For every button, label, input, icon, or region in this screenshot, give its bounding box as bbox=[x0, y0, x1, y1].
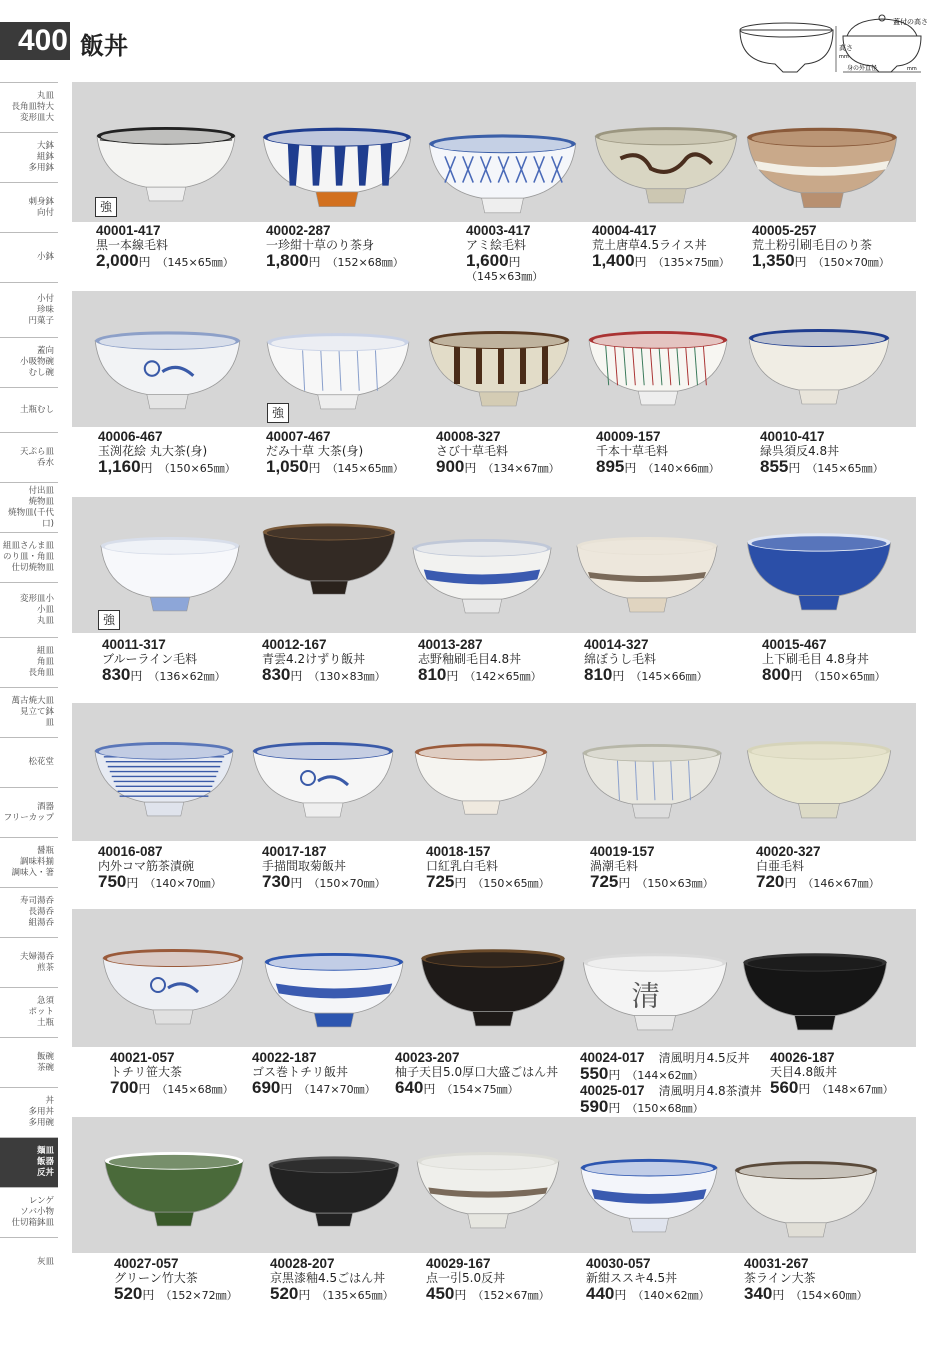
product-price: 1,800 bbox=[266, 251, 309, 270]
product-name: 京黒漆釉4.5ごはん丼 bbox=[270, 1271, 386, 1285]
yen-label: 円 bbox=[464, 461, 477, 475]
yen-label: 円 bbox=[624, 461, 637, 475]
diagram-lid-height-label: 蓋付の高さ bbox=[893, 18, 928, 26]
product-item[interactable] bbox=[110, 1051, 234, 1099]
strength-badge-1: 強 bbox=[95, 197, 117, 217]
yen-label: 円 bbox=[290, 876, 303, 890]
product-photo-4 bbox=[590, 118, 742, 206]
product-name: だみ十草 大茶(身) bbox=[266, 444, 364, 458]
product-code: 40018-157 bbox=[426, 844, 491, 859]
product-photo-6 bbox=[90, 322, 245, 412]
product-price: 725 bbox=[590, 872, 619, 891]
yen-label: 円 bbox=[126, 876, 139, 890]
yen-label: 円 bbox=[508, 255, 521, 269]
product-dimensions: （150×70㎜） bbox=[812, 256, 890, 269]
product-code: 40003-417 bbox=[466, 223, 531, 238]
product-photo-2 bbox=[258, 118, 416, 210]
yen-label: 円 bbox=[618, 876, 631, 890]
product-price: 855 bbox=[760, 457, 789, 476]
product-name: 荒土粉引刷毛目のり茶 bbox=[752, 238, 873, 252]
product-code: 40001-417 bbox=[96, 223, 161, 238]
product-price: 1,350 bbox=[752, 251, 795, 270]
product-name: ゴス巻トチリ飯丼 bbox=[252, 1065, 349, 1079]
product-item[interactable] bbox=[266, 224, 404, 272]
category-sidebar bbox=[0, 82, 58, 1312]
yen-label: 円 bbox=[790, 669, 803, 683]
product-dimensions: （136×62㎜） bbox=[148, 670, 226, 683]
product-price: 520 bbox=[114, 1284, 143, 1303]
product-dimensions: （148×67㎜） bbox=[816, 1083, 894, 1096]
product-code: 40009-157 bbox=[596, 429, 661, 444]
product-code: 40027-057 bbox=[114, 1256, 179, 1271]
product-item[interactable] bbox=[762, 638, 886, 686]
product-item[interactable] bbox=[114, 1257, 238, 1305]
product-code: 40008-327 bbox=[436, 429, 501, 444]
product-code: 40024-017 bbox=[580, 1050, 645, 1065]
sidebar-category-17[interactable]: 寿司湯呑 長湯呑 組湯呑 bbox=[0, 887, 58, 937]
product-code: 40019-157 bbox=[590, 844, 655, 859]
product-name: 綿ぼうし毛料 bbox=[584, 652, 657, 666]
product-price: 1,600 bbox=[466, 251, 509, 270]
sidebar-category-19[interactable]: 急須 ポット 土瓶 bbox=[0, 987, 58, 1037]
product-dimensions: （150×63㎜） bbox=[636, 877, 714, 890]
product-name: 上下刷毛目 4.8身丼 bbox=[762, 652, 869, 666]
product-code: 40012-167 bbox=[262, 637, 327, 652]
yen-label: 円 bbox=[138, 1082, 151, 1096]
product-photo-25 bbox=[738, 944, 892, 1033]
product-code: 40020-327 bbox=[756, 844, 821, 859]
product-name: グリーン竹大茶 bbox=[114, 1271, 198, 1285]
product-code: 40014-327 bbox=[584, 637, 649, 652]
size-diagram bbox=[735, 14, 930, 76]
product-photo-5 bbox=[742, 118, 902, 211]
product-photo-22 bbox=[260, 944, 408, 1030]
product-item[interactable] bbox=[580, 1084, 762, 1118]
page-title: 飯丼 bbox=[80, 32, 128, 60]
product-name: 志野釉刷毛目4.8丼 bbox=[418, 652, 522, 666]
product-name: 緑呉須反4.8丼 bbox=[760, 444, 840, 458]
product-dimensions: （145×66㎜） bbox=[630, 670, 708, 683]
product-code: 40010-417 bbox=[760, 429, 825, 444]
product-code: 40005-257 bbox=[752, 223, 817, 238]
product-code: 40026-187 bbox=[770, 1050, 835, 1065]
product-price: 830 bbox=[262, 665, 291, 684]
product-price: 1,050 bbox=[266, 457, 309, 476]
product-name: ブルーライン毛料 bbox=[102, 652, 198, 666]
product-photo-15 bbox=[742, 524, 896, 613]
product-item[interactable] bbox=[770, 1051, 894, 1099]
product-dimensions: （146×67㎜） bbox=[802, 877, 880, 890]
product-item[interactable] bbox=[252, 1051, 376, 1099]
product-code: 40023-207 bbox=[395, 1050, 460, 1065]
product-price: 1,400 bbox=[592, 251, 635, 270]
product-item[interactable] bbox=[262, 845, 386, 893]
product-dimensions: （145×65㎜） bbox=[806, 462, 884, 475]
product-name: さび十草毛料 bbox=[436, 444, 509, 458]
product-dimensions: （140×66㎜） bbox=[642, 462, 720, 475]
product-price: 690 bbox=[252, 1078, 281, 1097]
product-photo-23 bbox=[416, 940, 570, 1029]
product-item[interactable] bbox=[752, 224, 890, 272]
product-name: 柚子天目5.0厚口大盛ごはん丼 bbox=[395, 1065, 559, 1079]
sidebar-category-3[interactable]: 刺身鉢 向付 bbox=[0, 182, 58, 232]
sidebar-category-1[interactable]: 丸皿 長角皿特大 変形皿大 bbox=[0, 82, 58, 132]
product-code: 40015-467 bbox=[762, 637, 827, 652]
product-price: 895 bbox=[596, 457, 625, 476]
product-dimensions: （147×70㎜） bbox=[298, 1083, 376, 1096]
product-price: 750 bbox=[98, 872, 127, 891]
product-dimensions: （135×65㎜） bbox=[316, 1289, 394, 1302]
product-code: 40028-207 bbox=[270, 1256, 335, 1271]
product-price: 520 bbox=[270, 1284, 299, 1303]
product-price: 800 bbox=[762, 665, 791, 684]
yen-label: 円 bbox=[446, 669, 459, 683]
product-item[interactable] bbox=[744, 1257, 868, 1305]
product-photo-3 bbox=[424, 125, 581, 216]
product-price: 830 bbox=[102, 665, 131, 684]
yen-label: 円 bbox=[138, 255, 151, 269]
product-price: 560 bbox=[770, 1078, 799, 1097]
product-price: 440 bbox=[586, 1284, 615, 1303]
product-item[interactable] bbox=[418, 638, 542, 686]
product-price: 590 bbox=[580, 1097, 609, 1116]
product-name: 内外コマ筋茶漬碗 bbox=[98, 859, 195, 873]
product-price: 340 bbox=[744, 1284, 773, 1303]
product-item[interactable] bbox=[584, 638, 708, 686]
product-photo-18 bbox=[410, 735, 552, 817]
product-name: 一珍紺十草のり茶身 bbox=[266, 238, 375, 252]
product-name: 荒土唐草4.5ライス丼 bbox=[592, 238, 707, 252]
product-code: 40011-317 bbox=[102, 637, 166, 652]
sidebar-category-6[interactable]: 蓋向 小吸物碗 むし碗 bbox=[0, 337, 58, 387]
product-dimensions: （130×83㎜） bbox=[308, 670, 386, 683]
diagram-diameter-label: 身の外直径 bbox=[847, 65, 878, 72]
product-code: 40002-287 bbox=[266, 223, 331, 238]
yen-label: 円 bbox=[130, 669, 143, 683]
sidebar-category-2[interactable]: 大鉢 組鉢 多用鉢 bbox=[0, 132, 58, 182]
product-name: 点一引5.0反丼 bbox=[426, 1271, 506, 1285]
product-dimensions: （134×67㎜） bbox=[482, 462, 560, 475]
yen-label: 円 bbox=[308, 255, 321, 269]
product-name: 口紅乳白毛料 bbox=[426, 859, 499, 873]
product-photo-12 bbox=[258, 515, 400, 597]
product-code: 40029-167 bbox=[426, 1256, 491, 1271]
diagram-height-unit: mm bbox=[839, 54, 849, 60]
sidebar-category-16[interactable]: 醤瓶 調味料揃 調味入・箸 bbox=[0, 837, 58, 887]
product-price: 640 bbox=[395, 1078, 424, 1097]
yen-label: 円 bbox=[612, 669, 625, 683]
product-code: 40006-467 bbox=[98, 429, 163, 444]
product-price: 700 bbox=[110, 1078, 139, 1097]
product-item[interactable] bbox=[580, 1051, 750, 1085]
product-dimensions: （154×60㎜） bbox=[790, 1289, 868, 1302]
sidebar-category-13[interactable]: 萬古焼大皿 見立て鉢 皿 bbox=[0, 687, 58, 737]
yen-label: 円 bbox=[423, 1082, 436, 1096]
yen-label: 円 bbox=[298, 1288, 311, 1302]
yen-label: 円 bbox=[772, 1288, 785, 1302]
sidebar-category-22[interactable]: 麺皿 飯器 反丼 bbox=[0, 1137, 58, 1187]
sidebar-category-4[interactable]: 小鉢 bbox=[0, 232, 58, 282]
product-item[interactable] bbox=[590, 845, 714, 893]
sidebar-category-21[interactable]: 丼 多用丼 多用碗 bbox=[0, 1087, 58, 1137]
product-item[interactable] bbox=[466, 224, 543, 283]
sidebar-category-7[interactable]: 土瓶むし bbox=[0, 387, 58, 432]
product-name: 黒一本線毛料 bbox=[96, 238, 169, 252]
yen-label: 円 bbox=[142, 1288, 155, 1302]
product-photo-9 bbox=[584, 322, 732, 408]
product-photo-11 bbox=[96, 528, 244, 614]
product-item[interactable] bbox=[436, 430, 560, 478]
sidebar-category-24[interactable]: 灰皿 bbox=[0, 1237, 58, 1287]
product-name: 玉渕花絵 丸大茶(身) bbox=[98, 444, 208, 458]
product-photo-13 bbox=[408, 530, 556, 616]
product-price: 1,160 bbox=[98, 457, 141, 476]
product-item[interactable] bbox=[592, 224, 730, 272]
yen-label: 円 bbox=[608, 1101, 621, 1115]
product-name: 千本十草毛料 bbox=[596, 444, 669, 458]
product-item[interactable] bbox=[586, 1257, 710, 1305]
product-photo-29 bbox=[576, 1150, 722, 1235]
product-photo-26 bbox=[100, 1143, 248, 1229]
product-name: 渦潮毛料 bbox=[590, 859, 639, 873]
product-item[interactable] bbox=[426, 1257, 550, 1305]
sidebar-category-9[interactable]: 付出皿 焼物皿 焼物皿(千代口) bbox=[0, 482, 58, 532]
strength-badge-3: 強 bbox=[98, 610, 120, 630]
sidebar-category-20[interactable]: 飯碗 茶碗 bbox=[0, 1037, 58, 1087]
sidebar-category-5[interactable]: 小付 珍味 円菓子 bbox=[0, 282, 58, 337]
product-item[interactable] bbox=[270, 1257, 394, 1305]
product-item[interactable] bbox=[96, 224, 234, 272]
product-dimensions: （152×68㎜） bbox=[326, 256, 404, 269]
product-photo-21 bbox=[98, 940, 248, 1027]
product-item[interactable] bbox=[98, 845, 222, 893]
product-dimensions: （152×72㎜） bbox=[160, 1289, 238, 1302]
product-photo-8 bbox=[424, 322, 574, 409]
product-price: 550 bbox=[580, 1064, 609, 1083]
product-code: 40004-417 bbox=[592, 223, 657, 238]
product-price: 450 bbox=[426, 1284, 455, 1303]
product-name: 清風明月4.5反丼 bbox=[658, 1051, 750, 1065]
product-name: 青雲4.2けずり飯丼 bbox=[262, 652, 366, 666]
sidebar-category-14[interactable]: 松花堂 bbox=[0, 737, 58, 787]
product-code: 40022-187 bbox=[252, 1050, 317, 1065]
product-dimensions: （152×67㎜） bbox=[472, 1289, 550, 1302]
product-dimensions: （145×63㎜） bbox=[466, 270, 544, 283]
product-dimensions: （142×65㎜） bbox=[464, 670, 542, 683]
yen-label: 円 bbox=[798, 1082, 811, 1096]
yen-label: 円 bbox=[308, 461, 321, 475]
product-item[interactable] bbox=[395, 1051, 558, 1099]
yen-label: 円 bbox=[794, 255, 807, 269]
product-code: 40025-017 bbox=[580, 1083, 645, 1098]
product-code: 40007-467 bbox=[266, 429, 331, 444]
yen-label: 円 bbox=[140, 461, 153, 475]
product-dimensions: （150×68㎜） bbox=[626, 1102, 704, 1115]
yen-label: 円 bbox=[280, 1082, 293, 1096]
product-dimensions: （150×70㎜） bbox=[308, 877, 386, 890]
product-photo-17 bbox=[248, 733, 398, 820]
product-photo-28 bbox=[412, 1143, 564, 1231]
product-photo-1 bbox=[92, 118, 240, 204]
sidebar-category-15[interactable]: 酒器 フリーカップ bbox=[0, 787, 58, 837]
product-photo-27 bbox=[264, 1148, 404, 1229]
product-name: 新紺ススキ4.5丼 bbox=[586, 1271, 678, 1285]
yen-label: 円 bbox=[608, 1068, 621, 1082]
sidebar-category-18[interactable]: 夫婦湯呑 煎茶 bbox=[0, 937, 58, 987]
product-name: 茶ライン大茶 bbox=[744, 1271, 816, 1285]
product-item[interactable] bbox=[760, 430, 884, 478]
product-price: 900 bbox=[436, 457, 465, 476]
product-dimensions: （150×65㎜） bbox=[158, 462, 236, 475]
product-item[interactable] bbox=[262, 638, 386, 686]
sidebar-category-10[interactable]: 組皿さんま皿 のり皿・角皿 仕切焼物皿 bbox=[0, 532, 58, 582]
product-photo-16 bbox=[90, 733, 238, 819]
product-code: 40013-287 bbox=[418, 637, 483, 652]
product-dimensions: （135×75㎜） bbox=[652, 256, 730, 269]
page-number: 400 bbox=[0, 22, 70, 60]
product-dimensions: （145×68㎜） bbox=[156, 1083, 234, 1096]
product-name: 手描間取菊飯丼 bbox=[262, 859, 347, 873]
product-photo-19 bbox=[578, 735, 726, 821]
product-name: 白亜毛料 bbox=[756, 859, 805, 873]
yen-label: 円 bbox=[290, 669, 303, 683]
yen-label: 円 bbox=[454, 876, 467, 890]
product-photo-10 bbox=[744, 320, 894, 407]
product-dimensions: （144×62㎜） bbox=[626, 1069, 704, 1082]
product-code: 40017-187 bbox=[262, 844, 327, 859]
sidebar-category-23[interactable]: レンゲ ソバ小物 仕切箱鉢皿 bbox=[0, 1187, 58, 1237]
product-item[interactable] bbox=[102, 638, 226, 686]
product-photo-30 bbox=[730, 1152, 882, 1240]
product-code: 40031-267 bbox=[744, 1256, 809, 1271]
product-name: トチリ笹大茶 bbox=[110, 1065, 183, 1079]
product-photo-20 bbox=[742, 732, 896, 821]
product-item[interactable] bbox=[266, 430, 404, 478]
product-photo-24 bbox=[578, 944, 732, 1033]
strength-badge-2: 強 bbox=[267, 403, 289, 423]
product-dimensions: （145×65㎜） bbox=[326, 462, 404, 475]
product-price: 730 bbox=[262, 872, 291, 891]
product-price: 810 bbox=[418, 665, 447, 684]
product-name: 天目4.8飯丼 bbox=[770, 1065, 838, 1079]
yen-label: 円 bbox=[634, 255, 647, 269]
product-dimensions: （145×65㎜） bbox=[156, 256, 234, 269]
product-code: 40021-057 bbox=[110, 1050, 175, 1065]
product-name: 清風明月4.8茶漬丼 bbox=[658, 1084, 762, 1098]
diagram-height-label: 高さ bbox=[839, 44, 853, 52]
yen-label: 円 bbox=[784, 876, 797, 890]
sidebar-category-12[interactable]: 組皿 角皿 長角皿 bbox=[0, 637, 58, 687]
product-item[interactable] bbox=[426, 845, 550, 893]
product-dimensions: （150×65㎜） bbox=[808, 670, 886, 683]
diagram-diameter-unit: mm bbox=[907, 66, 917, 72]
product-dimensions: （140×70㎜） bbox=[144, 877, 222, 890]
product-dimensions: （154×75㎜） bbox=[441, 1083, 519, 1096]
product-dimensions: （150×65㎜） bbox=[472, 877, 550, 890]
sidebar-category-11[interactable]: 変形皿小 小皿 丸皿 bbox=[0, 582, 58, 637]
product-price: 725 bbox=[426, 872, 455, 891]
yen-label: 円 bbox=[454, 1288, 467, 1302]
product-code: 40030-057 bbox=[586, 1256, 651, 1271]
product-item[interactable] bbox=[596, 430, 720, 478]
product-photo-7 bbox=[262, 324, 414, 412]
product-price: 2,000 bbox=[96, 251, 139, 270]
product-item[interactable] bbox=[756, 845, 880, 893]
product-photo-14 bbox=[572, 528, 722, 615]
product-name: アミ絵毛料 bbox=[466, 238, 527, 252]
product-dimensions: （140×62㎜） bbox=[632, 1289, 710, 1302]
svg-text:清: 清 bbox=[631, 978, 661, 1013]
yen-label: 円 bbox=[788, 461, 801, 475]
yen-label: 円 bbox=[614, 1288, 627, 1302]
product-item[interactable] bbox=[98, 430, 236, 478]
product-price: 720 bbox=[756, 872, 785, 891]
sidebar-category-8[interactable]: 天ぷら皿 呑水 bbox=[0, 432, 58, 482]
product-price: 810 bbox=[584, 665, 613, 684]
product-code: 40016-087 bbox=[98, 844, 163, 859]
